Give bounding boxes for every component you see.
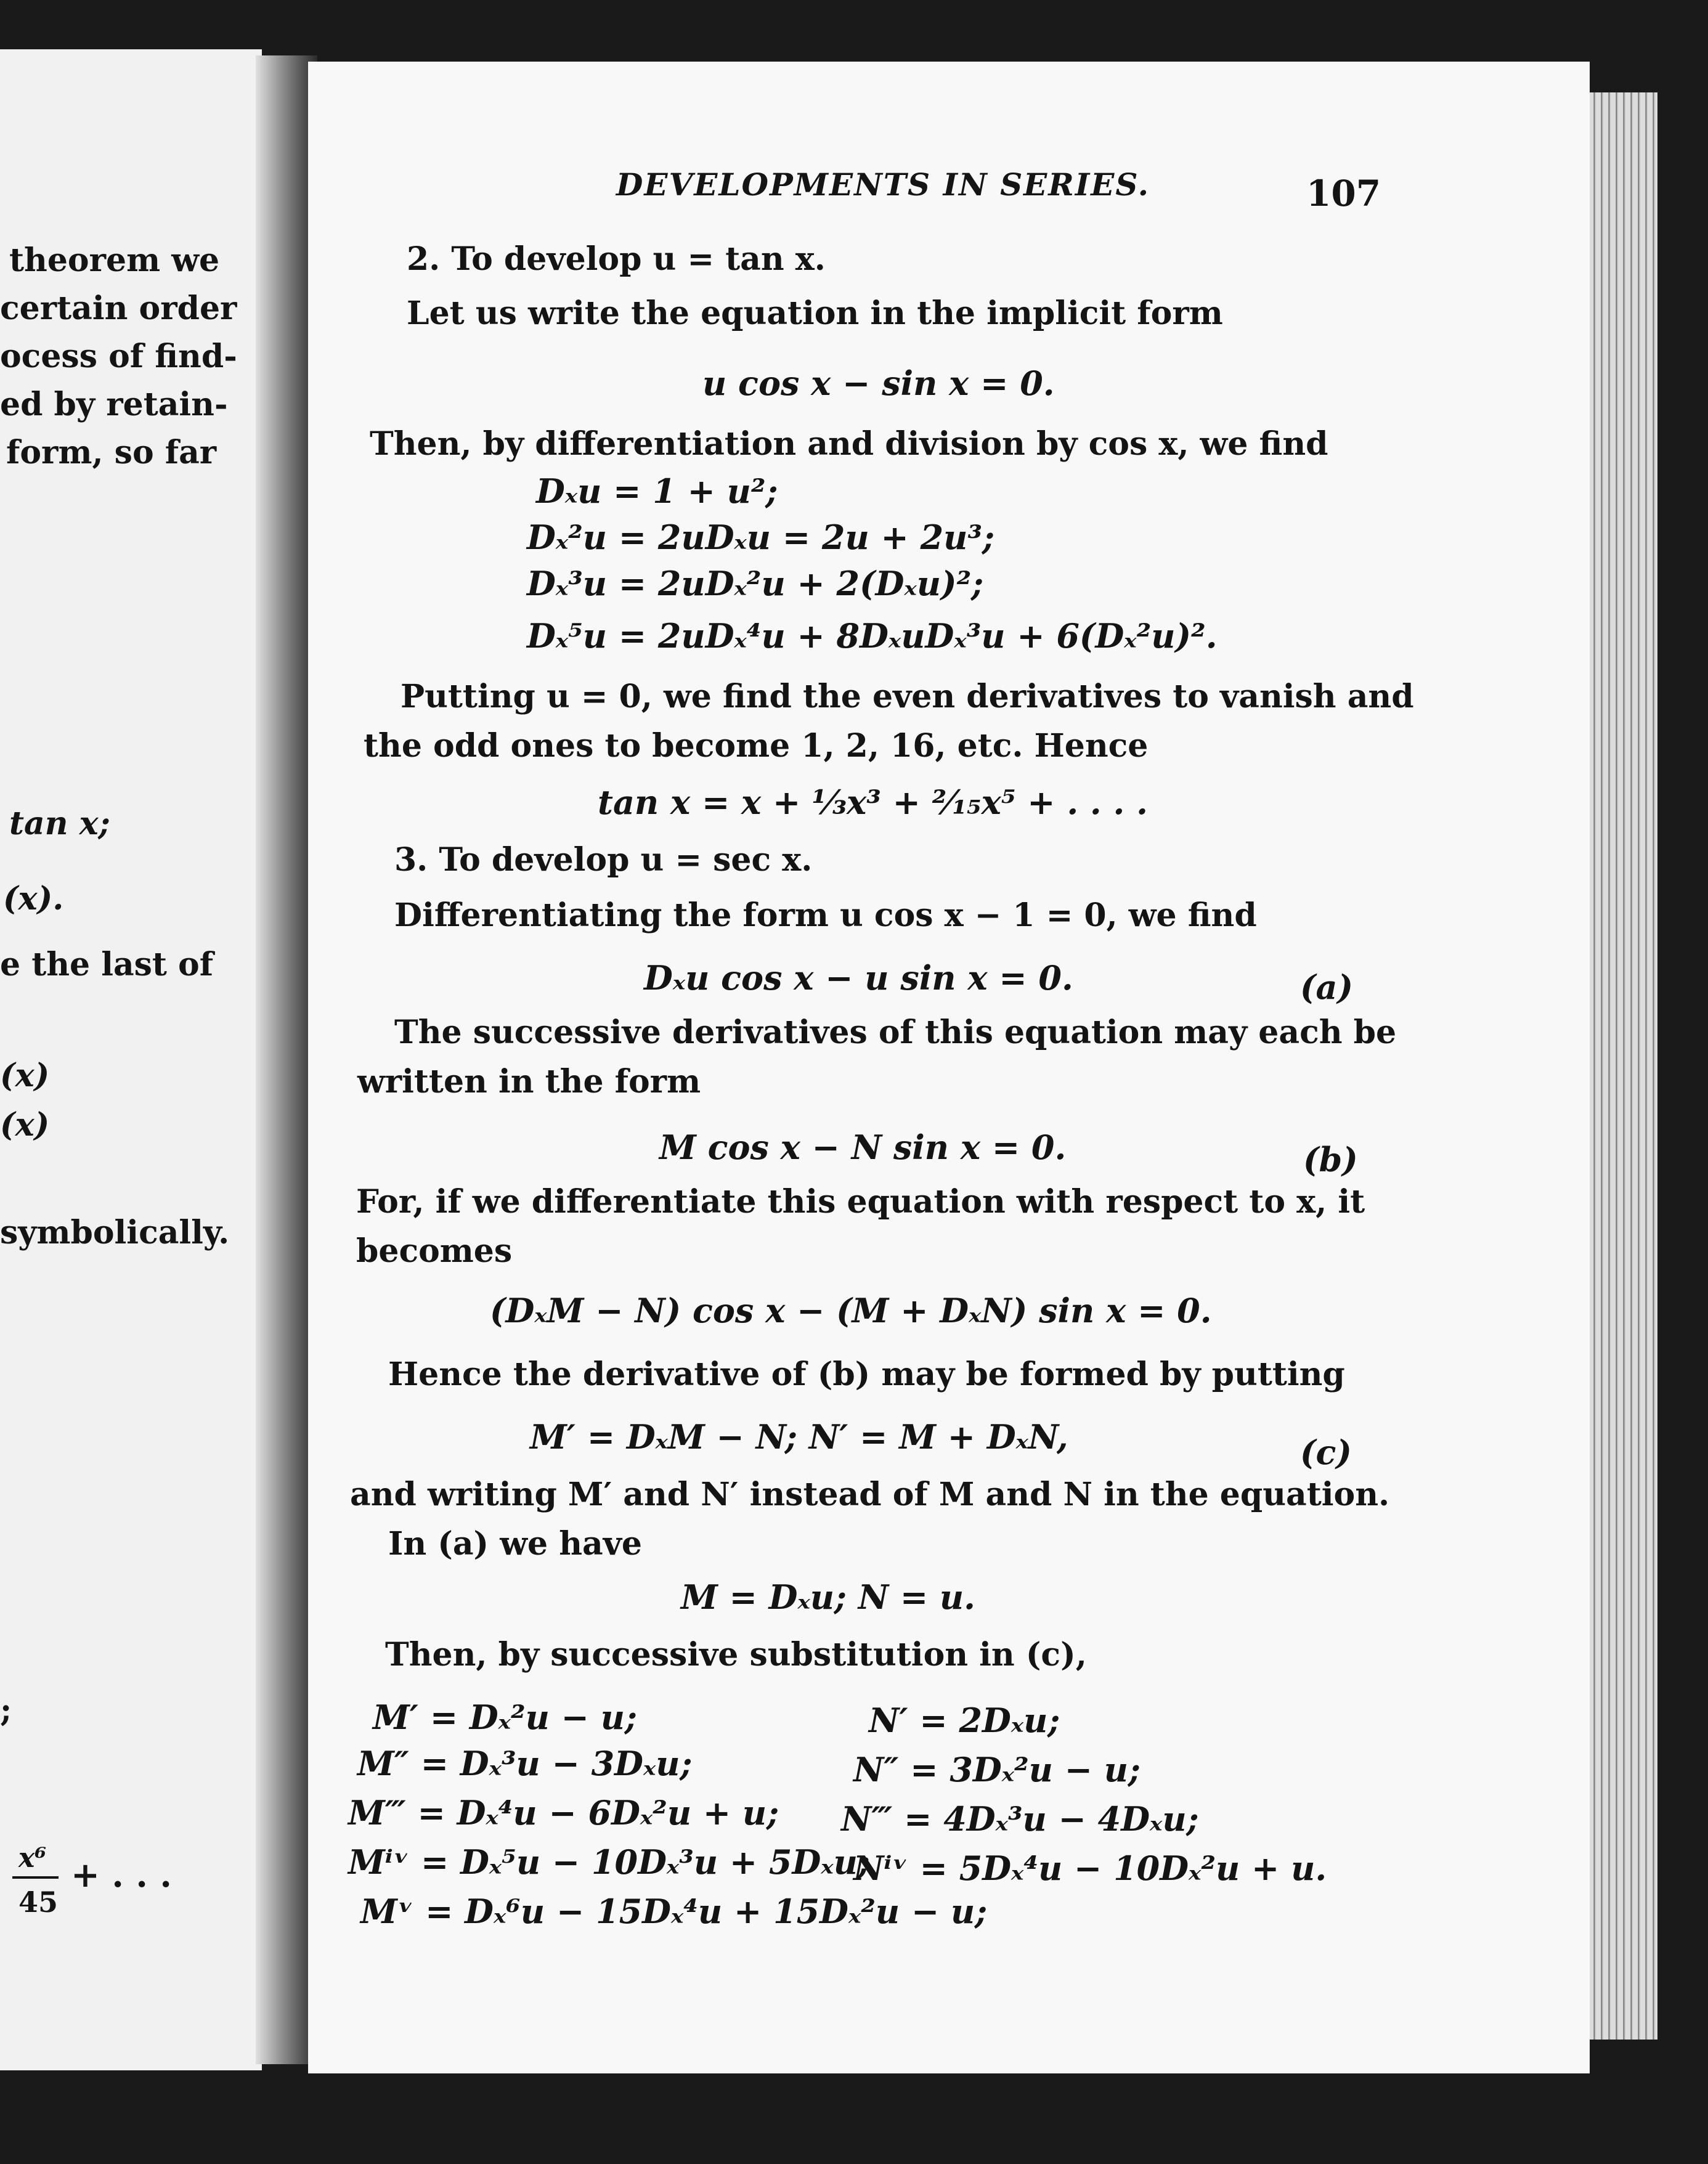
- successive-text: written in the form: [357, 1063, 701, 1100]
- left-line: theorem we: [9, 242, 220, 279]
- left-line: ;: [0, 1691, 12, 1729]
- left-line: form, so far: [6, 434, 217, 471]
- derivative-line: Dₓu = 1 + u²;: [536, 471, 778, 511]
- left-line: certain order: [0, 290, 237, 327]
- equation-implicit: u cos x − sin x = 0.: [702, 364, 1055, 403]
- n-derivative-row: Nⁱᵛ = 5Dₓ⁴u − 10Dₓ²u + u.: [853, 1849, 1327, 1888]
- differentiating-text: Differentiating the form u cos x − 1 = 0, we find: [394, 897, 1257, 934]
- equation-label-a: (a): [1300, 967, 1354, 1007]
- section-2-heading: 2. To develop u = tan x.: [407, 240, 826, 278]
- equation-derivative: (DₓM − N) cos x − (M + DₓN) sin x = 0.: [490, 1291, 1212, 1330]
- hence-text: Hence the derivative of (b) may be formed by putting: [388, 1356, 1345, 1393]
- m-derivative-row: M′ = Dₓ²u − u;: [373, 1698, 637, 1737]
- differentiation-text: Then, by differentiation and division by cos x, we find: [370, 425, 1328, 463]
- for-text: becomes: [356, 1232, 513, 1270]
- left-line: ed by retain-: [0, 386, 228, 423]
- derivative-line: Dₓ⁵u = 2uDₓ⁴u + 8DₓuDₓ³u + 6(Dₓ²u)².: [527, 616, 1218, 656]
- left-line: ocess of find-: [0, 338, 237, 375]
- page-number: 107: [1306, 173, 1381, 214]
- equation-b: M cos x − N sin x = 0.: [659, 1128, 1067, 1167]
- m-derivative-row: Mᵛ = Dₓ⁶u − 15Dₓ⁴u + 15Dₓ²u − u;: [360, 1892, 988, 1931]
- writing-text: and writing M′ and N′ instead of M and N in the equation.: [350, 1476, 1390, 1513]
- running-header: DEVELOPMENTS IN SERIES.: [616, 166, 1150, 203]
- substitution-text: Then, by successive substitution in (c),: [385, 1636, 1087, 1674]
- page-edges: [1590, 92, 1657, 2040]
- left-line: symbolically.: [0, 1214, 230, 1251]
- m-derivative-row: M‴ = Dₓ⁴u − 6Dₓ²u + u;: [348, 1793, 779, 1832]
- left-line: e the last of: [0, 946, 214, 983]
- tan-series: tan x = x + ⅓x³ + ²⁄₁₅x⁵ + . . . .: [598, 783, 1148, 822]
- for-text: For, if we differentiate this equation with respect to x, it: [356, 1183, 1365, 1221]
- n-derivative-row: N″ = 3Dₓ²u − u;: [853, 1750, 1141, 1789]
- left-line: tan x;: [9, 805, 110, 842]
- derivative-line: Dₓ²u = 2uDₓu = 2u + 2u³;: [527, 518, 995, 557]
- left-fraction-numerator: x⁶: [18, 1842, 47, 1874]
- section-3-heading: 3. To develop u = sec x.: [394, 841, 813, 879]
- n-derivative-row: N‴ = 4Dₓ³u − 4Dₓu;: [841, 1799, 1199, 1839]
- left-fraction-bar: [12, 1876, 59, 1879]
- derivative-line: Dₓ³u = 2uDₓ²u + 2(Dₓu)²;: [527, 564, 984, 603]
- equation-a: Dₓu cos x − u sin x = 0.: [644, 958, 1073, 998]
- section-2-intro: Let us write the equation in the implicit form: [407, 295, 1223, 332]
- m-derivative-row: Mⁱᵛ = Dₓ⁵u − 10Dₓ³u + 5Dₓu;: [348, 1842, 870, 1882]
- n-derivative-row: N′ = 2Dₓu;: [869, 1701, 1060, 1740]
- putting-text: Putting u = 0, we find the even derivatives to vanish and: [401, 678, 1414, 715]
- successive-text: The successive derivatives of this equation may each be: [394, 1014, 1397, 1051]
- left-line: (x).: [3, 880, 64, 917]
- equation-mn: M = Dₓu; N = u.: [681, 1577, 975, 1617]
- left-line: + . . .: [71, 1855, 172, 1895]
- putting-text: the odd ones to become 1, 2, 16, etc. Hence: [364, 727, 1149, 765]
- left-fraction-denominator: 45: [18, 1885, 59, 1919]
- equation-c: M′ = DₓM − N; N′ = M + DₓN,: [530, 1417, 1068, 1457]
- equation-label-c: (c): [1300, 1433, 1352, 1472]
- m-derivative-row: M″ = Dₓ³u − 3Dₓu;: [357, 1744, 693, 1783]
- equation-label-b: (b): [1303, 1140, 1358, 1179]
- in-a-text: In (a) we have: [388, 1525, 642, 1563]
- left-line: (x): [0, 1106, 50, 1144]
- left-line: (x): [0, 1057, 50, 1094]
